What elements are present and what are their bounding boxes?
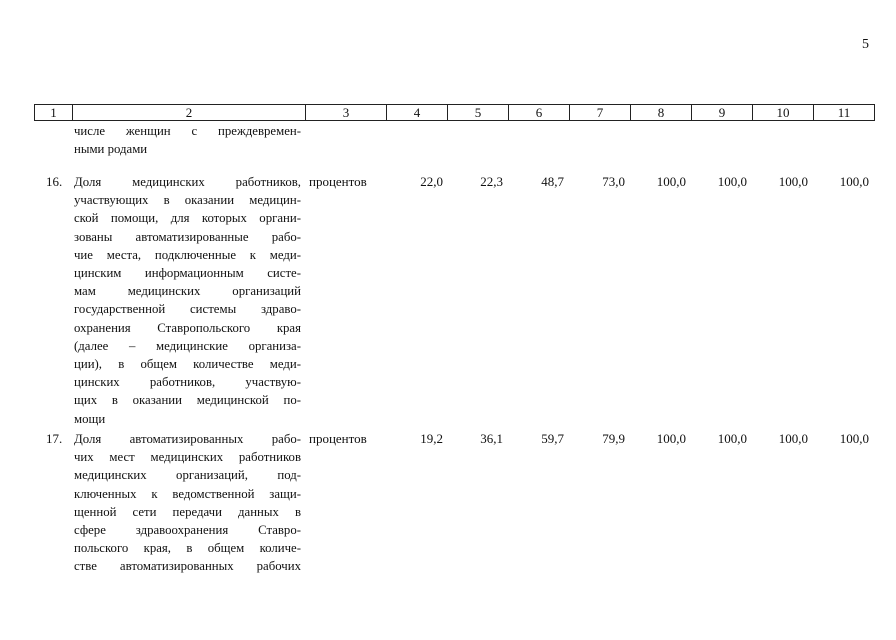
column-header-cell: 4 xyxy=(387,105,448,121)
text-line: польского края, в общем количе- xyxy=(74,541,301,556)
column-number-header xyxy=(34,104,875,121)
page-number: 5 xyxy=(862,37,869,52)
column-header-cell: 7 xyxy=(570,105,631,121)
text-line: цинских работников, участвую- xyxy=(74,375,301,390)
text-line: мощи xyxy=(74,411,106,426)
text-line: числе женщин с преждевремен- xyxy=(74,124,301,138)
value-cell: 59,7 xyxy=(541,431,564,446)
value-cell: 19,2 xyxy=(420,431,443,446)
text-line: медицинских организаций, под- xyxy=(74,468,301,483)
row-text xyxy=(74,430,301,576)
text-line: государственной системы здраво- xyxy=(74,302,301,317)
value-cell: 36,1 xyxy=(480,431,503,446)
value-cell: 100,0 xyxy=(717,174,747,189)
value-cell: 100,0 xyxy=(717,431,747,446)
column-header-cell: 2 xyxy=(73,105,306,121)
row-number: 17. xyxy=(46,431,63,446)
text-line: охранения Ставропольского края xyxy=(74,320,301,335)
text-line: Доля медицинских работников, xyxy=(74,175,301,189)
value-cell: 73,0 xyxy=(602,174,625,189)
value-cell: 100,0 xyxy=(778,431,808,446)
column-header-cell: 8 xyxy=(631,105,692,121)
value-cell: 100,0 xyxy=(839,174,869,189)
column-header-cell: 9 xyxy=(692,105,753,121)
text-line: (далее – медицинские организа- xyxy=(74,338,301,353)
text-line: стве автоматизированных рабочих xyxy=(74,559,301,574)
text-line: мам медицинских организаций xyxy=(74,284,301,299)
row-text xyxy=(74,173,301,428)
text-line: чие места, подключенные к меди- xyxy=(74,247,301,262)
text-line: участвующих в оказании медицин- xyxy=(74,193,301,208)
text-line: щих в оказании медицинской по- xyxy=(74,393,301,408)
value-cell: 100,0 xyxy=(656,174,686,189)
value-cell: 100,0 xyxy=(839,431,869,446)
value-cell: 22,0 xyxy=(420,174,443,189)
text-line: ными родами xyxy=(74,142,148,157)
column-header-cell: 1 xyxy=(35,105,73,121)
value-cell: 79,9 xyxy=(602,431,625,446)
column-header-cell: 3 xyxy=(306,105,387,121)
unit-cell: процентов xyxy=(309,431,367,446)
unit-cell: процентов xyxy=(309,174,367,189)
row-number: 16. xyxy=(46,174,63,189)
text-line: Доля автоматизированных рабо- xyxy=(74,432,301,446)
column-header-cell: 10 xyxy=(753,105,814,121)
text-line: сфере здравоохранения Ставро- xyxy=(74,523,301,538)
value-cell: 22,3 xyxy=(480,174,503,189)
text-line: зованы автоматизированные рабо- xyxy=(74,229,301,244)
text-line: ской помощи, для которых органи- xyxy=(74,211,301,226)
text-line: ключенных к ведомственной защи- xyxy=(74,486,301,501)
text-line: ции), в общем количестве меди- xyxy=(74,357,301,372)
column-header-cell: 6 xyxy=(509,105,570,121)
text-line: щенной сети передачи данных в xyxy=(74,504,301,519)
text-line: чих мест медицинских работников xyxy=(74,450,301,465)
column-header-cell: 11 xyxy=(814,105,875,121)
value-cell: 100,0 xyxy=(656,431,686,446)
column-header-cell: 5 xyxy=(448,105,509,121)
value-cell: 48,7 xyxy=(541,174,564,189)
value-cell: 100,0 xyxy=(778,174,808,189)
text-line: цинским информационным систе- xyxy=(74,266,301,281)
continued-row-text xyxy=(74,122,301,158)
